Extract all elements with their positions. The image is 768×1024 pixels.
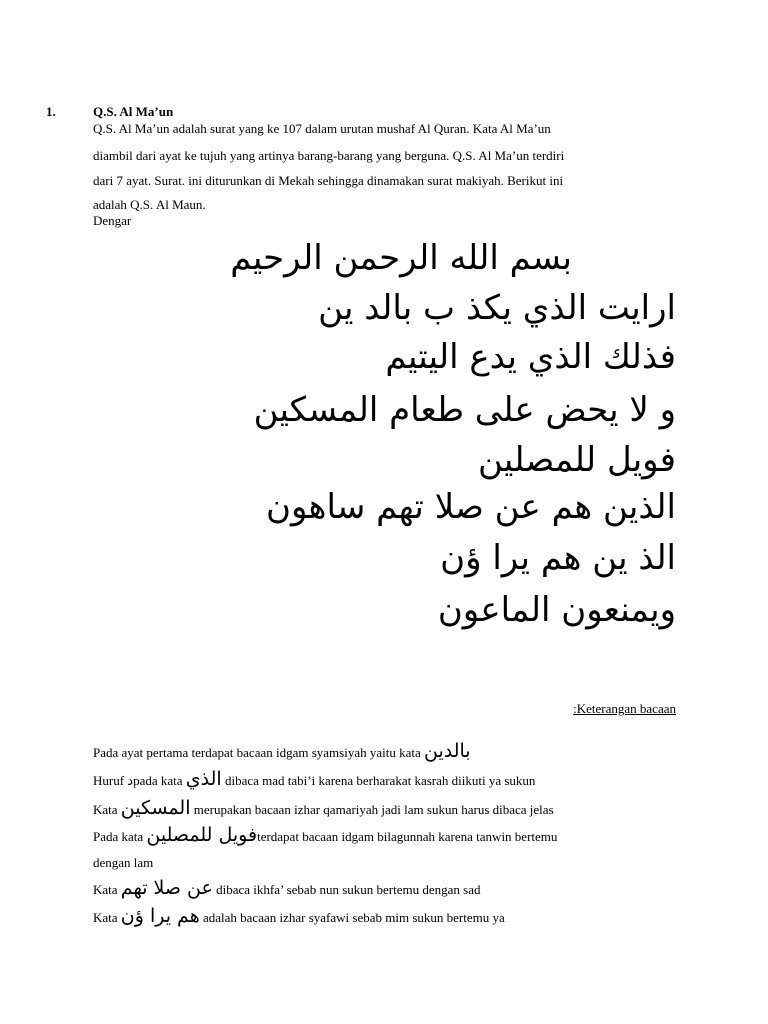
note-arabic: هم يرا ؤن	[120, 905, 200, 927]
verse-4: فويل للمصلين	[478, 440, 676, 480]
note-arabic-letter: د	[127, 774, 134, 789]
note-arabic: الذي	[185, 768, 222, 790]
paragraph-line: diambil dari ayat ke tujuh yang artinya barang-barang yang berguna. Q.S. Al Ma’un terdiri	[93, 148, 565, 163]
verse-basmala: بسم الله الرحمن الرحيم	[230, 238, 572, 278]
note-text: pada kata	[133, 773, 186, 788]
note-line	[93, 855, 153, 871]
note-text: Pada kata	[93, 829, 147, 844]
note-line	[93, 768, 535, 790]
note-text: Pada ayat pertama terdapat bacaan idgam syamsiyah yaitu kata	[93, 745, 424, 760]
note-line	[93, 905, 505, 927]
note-line	[93, 824, 557, 846]
note-arabic: فويل للمصلين	[146, 824, 258, 846]
verse-7: ويمنعون الماعون	[437, 590, 676, 630]
paragraph-line: adalah Q.S. Al Maun.	[93, 197, 206, 212]
verse-1: ارايت الذي يكذ ب بالد ين	[318, 288, 676, 328]
section-title: Q.S. Al Ma’un	[93, 104, 174, 119]
note-arabic: بالدين	[424, 740, 471, 762]
note-text: Kata	[93, 802, 121, 817]
verse-2: فذلك الذي يدع اليتيم	[385, 337, 676, 377]
note-text: Huruf	[93, 773, 128, 788]
note-text: dibaca mad tabi’i karena berharakat kasrah diikuti ya sukun	[221, 773, 536, 788]
note-text: adalah bacaan izhar syafawi sebab mim sukun bertemu ya	[199, 910, 505, 925]
note-line	[93, 740, 471, 762]
note-arabic: المسكين	[120, 797, 191, 819]
note-line	[93, 797, 554, 819]
section-number: 1.	[46, 104, 56, 119]
dengar-label: Dengar	[93, 213, 132, 228]
verse-5: الذين هم عن صلا تهم ساهون	[266, 487, 676, 527]
note-text: dibaca ikhfa’ sebab nun sukun bertemu dengan sad	[212, 882, 481, 897]
verse-6: الذ ين هم يرا ؤن	[440, 538, 676, 578]
note-text: dengan lam	[93, 855, 154, 870]
verse-3: و لا يحض على طعام المسكين	[253, 390, 676, 430]
note-line	[93, 877, 480, 899]
note-text: merupakan bacaan izhar qamariyah jadi lam sukun harus dibaca jelas	[190, 802, 554, 817]
note-text: Kata	[93, 882, 121, 897]
note-text: terdapat bacaan idgam bilagunnah karena tanwin bertemu	[257, 829, 558, 844]
note-arabic: عن صلا تهم	[120, 877, 213, 899]
paragraph-line: Q.S. Al Ma’un adalah surat yang ke 107 dalam urutan mushaf Al Quran. Kata Al Ma’un	[93, 121, 551, 136]
note-text: Kata	[93, 910, 121, 925]
keterangan-heading: :Keterangan bacaan	[573, 701, 676, 716]
paragraph-line: dari 7 ayat. Surat. ini diturunkan di Mekah sehingga dinamakan surat makiyah. Berikut ini	[93, 173, 564, 188]
